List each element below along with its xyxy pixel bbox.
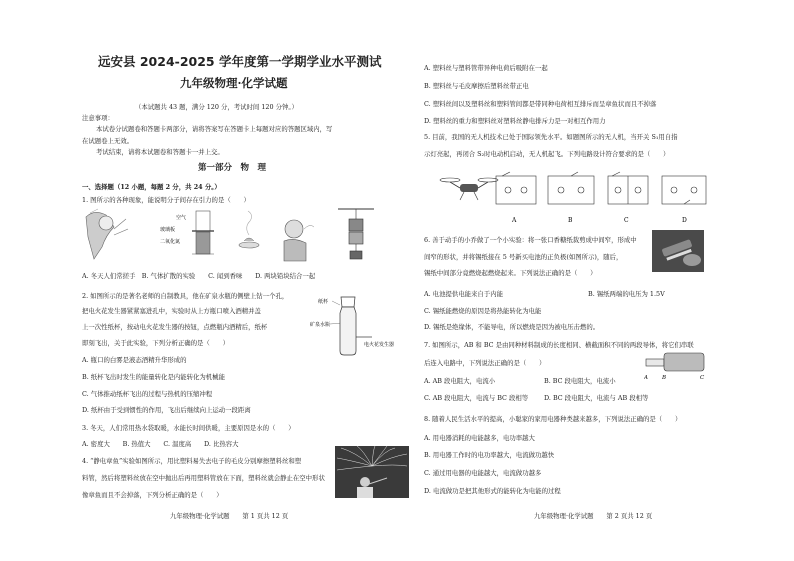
q7-conductor-figure xyxy=(644,348,710,380)
option-c: C. 通过用电器的电能越大，电流做功越多 xyxy=(424,469,542,477)
question-options: A. 密度大 B. 热值大 C. 温度高 D. 比热容大 xyxy=(82,440,239,448)
page-1 xyxy=(80,0,410,561)
svg-text:玻璃板: 玻璃板 xyxy=(160,227,176,233)
question-stem: 7. 如图所示，AB 和 BC 是由同种材料制成的长度相同、横截面积不同的两段导体，将它们串联 xyxy=(424,341,694,349)
q5-circuit-figures xyxy=(436,170,726,228)
option-d: D. 锡纸是绝缘体，不能导电，所以燃烧是因为被电压击燃的。 xyxy=(424,323,600,331)
option-d: D. 塑料丝的重力和塑料丝对塑料丝静电排斥力是一对相互作用力 xyxy=(424,117,606,125)
option-a: A. 塑料丝与塑料管带异种电荷后吸附在一起 xyxy=(424,64,548,72)
svg-text:纸杯: 纸杯 xyxy=(318,299,329,305)
option-c: C. AB 段电阻大，电流与 BC 段相等 xyxy=(424,394,529,402)
question-stem: 即刻飞出，关于此实验，下列分析正确的是（ ） xyxy=(82,339,229,347)
svg-text:B: B xyxy=(568,217,573,224)
svg-text:A: A xyxy=(644,375,648,380)
svg-text:矿泉水瓶: 矿泉水瓶 xyxy=(310,322,331,328)
question-stem: 料管，然后将塑料丝放在空中抛出后再用塑料管放在下面，塑料丝就会静止在空中形状 xyxy=(82,474,325,482)
question-stem: 4. “静电章鱼”实验如图所示，用比塑料易失去电子的毛皮分别摩擦塑料丝和塑 xyxy=(82,457,302,465)
option-b: B. 塑料丝与毛皮摩擦后塑料丝带正电 xyxy=(424,82,529,90)
question-options: A. 冬天人们常搓手 B. 气体扩散的实验 C. 闻到香味 D. 两块铅块结合一起 xyxy=(82,272,316,280)
option-a: A. 电池提供电能来自于内能 xyxy=(424,290,503,298)
option-d: D. BC 段电阻大，电流与 AB 段相等 xyxy=(544,394,649,402)
page-footer: 九年级物理·化学试题 第 2 页共 12 页 xyxy=(534,512,653,520)
option-c: C. 塑料丝间以及塑料丝和塑料管间都是带同种电荷相互排斥而呈章鱼状而且不掉落 xyxy=(424,100,657,108)
drone-icon xyxy=(440,178,498,200)
svg-text:C: C xyxy=(700,375,705,380)
q1-figure xyxy=(84,207,384,265)
question-stem: 8. 随着人民生活水平的提高，小聪家的家用电器种类越来越多，下列说法正确的是（ ） xyxy=(424,415,682,423)
notice-line: 在试题卷上无效。 xyxy=(82,137,134,145)
question-stem: 后连入电路中，下列说法正确的是（ ） xyxy=(424,359,546,367)
question-stem: 把电火花发生器紧紧塞进孔中，实验时从上方瓶口喷入酒精并盖 xyxy=(82,307,261,315)
svg-text:A: A xyxy=(512,217,517,224)
question-stem: 3. 冬天，人们常用热水袋取暖，水能长时间供暖，主要原因是水的（ ） xyxy=(82,424,295,432)
gas-diffusion-figure xyxy=(160,211,214,254)
q6-foil-battery-photo xyxy=(652,230,704,272)
option-a: A. 用电器消耗的电能越多，电功率越大 xyxy=(424,434,535,442)
circuit-d xyxy=(662,176,706,204)
page-footer: 九年级物理·化学试题 第 1 页共 12 页 xyxy=(170,512,289,520)
svg-text:C: C xyxy=(624,217,629,224)
page-2 xyxy=(424,0,744,561)
exam-subtitle: 九年级物理·化学试题 xyxy=(180,76,288,90)
question-stem: 锡纸中间部分竟燃烧起燃烧起来。下列说法正确的是（ ） xyxy=(424,269,597,277)
q2-bottle-figure xyxy=(310,293,410,361)
option-b: B. 锡纸两端的电压为 1.5V xyxy=(588,290,665,298)
notice-line: 本试卷分试题卷和答题卡两部分，请将答案写在答题卡上每题对应的答题区域内，写 xyxy=(96,125,333,133)
circuit-b xyxy=(548,172,594,204)
part-title: 第一部分 物 理 xyxy=(198,163,267,173)
question-stem: 上一次性纸杯，按动电火花发生器的按钮，点燃瓶内酒精后，纸杯 xyxy=(82,323,268,331)
svg-text:D: D xyxy=(682,217,687,224)
option-a: A. AB 段电阻大，电流小 xyxy=(424,377,496,385)
svg-text:二氧化氮: 二氧化氮 xyxy=(160,239,181,245)
question-stem: 2. 如图所示的是著名老师的自制教具，他在矿泉水瓶的侧壁上钻一个孔， xyxy=(82,292,289,300)
notice-heading: 注意事项： xyxy=(82,114,114,122)
option-a: A. 瓶口的白雾是液态酒精升华形成的 xyxy=(82,356,187,364)
section-heading: 一、选择题（12 小题，每题 2 分，共 24 分。） xyxy=(82,183,221,191)
option-d: D. 电流做功是把其他形式的能转化为电能的过程 xyxy=(424,487,561,495)
q4-octopus-photo xyxy=(335,446,409,498)
option-b: B. 纸杯飞出时发生的能量转化是内能转化为机械能 xyxy=(82,373,225,381)
svg-text:B: B xyxy=(662,375,667,380)
option-b: B. BC 段电阻大，电流小 xyxy=(544,377,616,385)
aroma-figure xyxy=(239,211,259,248)
rubbing-hands-figure xyxy=(86,209,128,259)
notice-line: 考试结束，请将本试题卷和答题卡一并上交。 xyxy=(96,148,224,156)
smelling-figure xyxy=(284,220,314,261)
option-b: B. 用电器工作时的电功率越大，电流做功越快 xyxy=(424,451,555,459)
option-c: C. 锡纸能燃烧的原因是将热能转化为电能 xyxy=(424,307,542,315)
option-d: D. 纸杯由于受到惯性的作用，飞出后继续向上运动一段距离 xyxy=(82,406,251,414)
option-c: C. 气体推动纸杯飞出的过程与热机的压缩冲程 xyxy=(82,390,213,398)
question-stem: 示灯亮起，再闭合 S₂时电动机启动，无人机起飞。下列电路设计符合要求的是（ ） xyxy=(424,150,670,158)
question-stem: 像章鱼而且不会掉落，下列分析正确的是（ ） xyxy=(82,491,223,499)
question-stem: 间窄的形状，并将锡纸接在 5 号新买电池的正负极(如图所示)，随后， xyxy=(424,253,623,261)
circuit-c xyxy=(608,172,648,204)
lead-blocks-figure xyxy=(338,209,374,259)
exam-title: 远安县 2024-2025 学年度第一学期学业水平测试 xyxy=(98,54,382,69)
question-stem: 6. 善于动手的小乔做了一个小实验：将一张口香糖纸裁剪成中间窄，形成中 xyxy=(424,236,637,244)
circuit-a xyxy=(496,172,536,204)
svg-text:电火花发生器: 电火花发生器 xyxy=(364,342,395,348)
question-stem: 5. 目前，我国的无人机技术已处于国际领先水平。如题图所示的无人机，当开关 S₁用自指 xyxy=(424,133,678,141)
svg-text:空气: 空气 xyxy=(176,215,187,221)
question-stem: 1. 图所示的各种现象，能说明分子间存在引力的是（ ） xyxy=(82,196,250,204)
exam-info: （本试题共 43 题，满分 120 分，考试时间 120 分钟。） xyxy=(135,103,298,111)
